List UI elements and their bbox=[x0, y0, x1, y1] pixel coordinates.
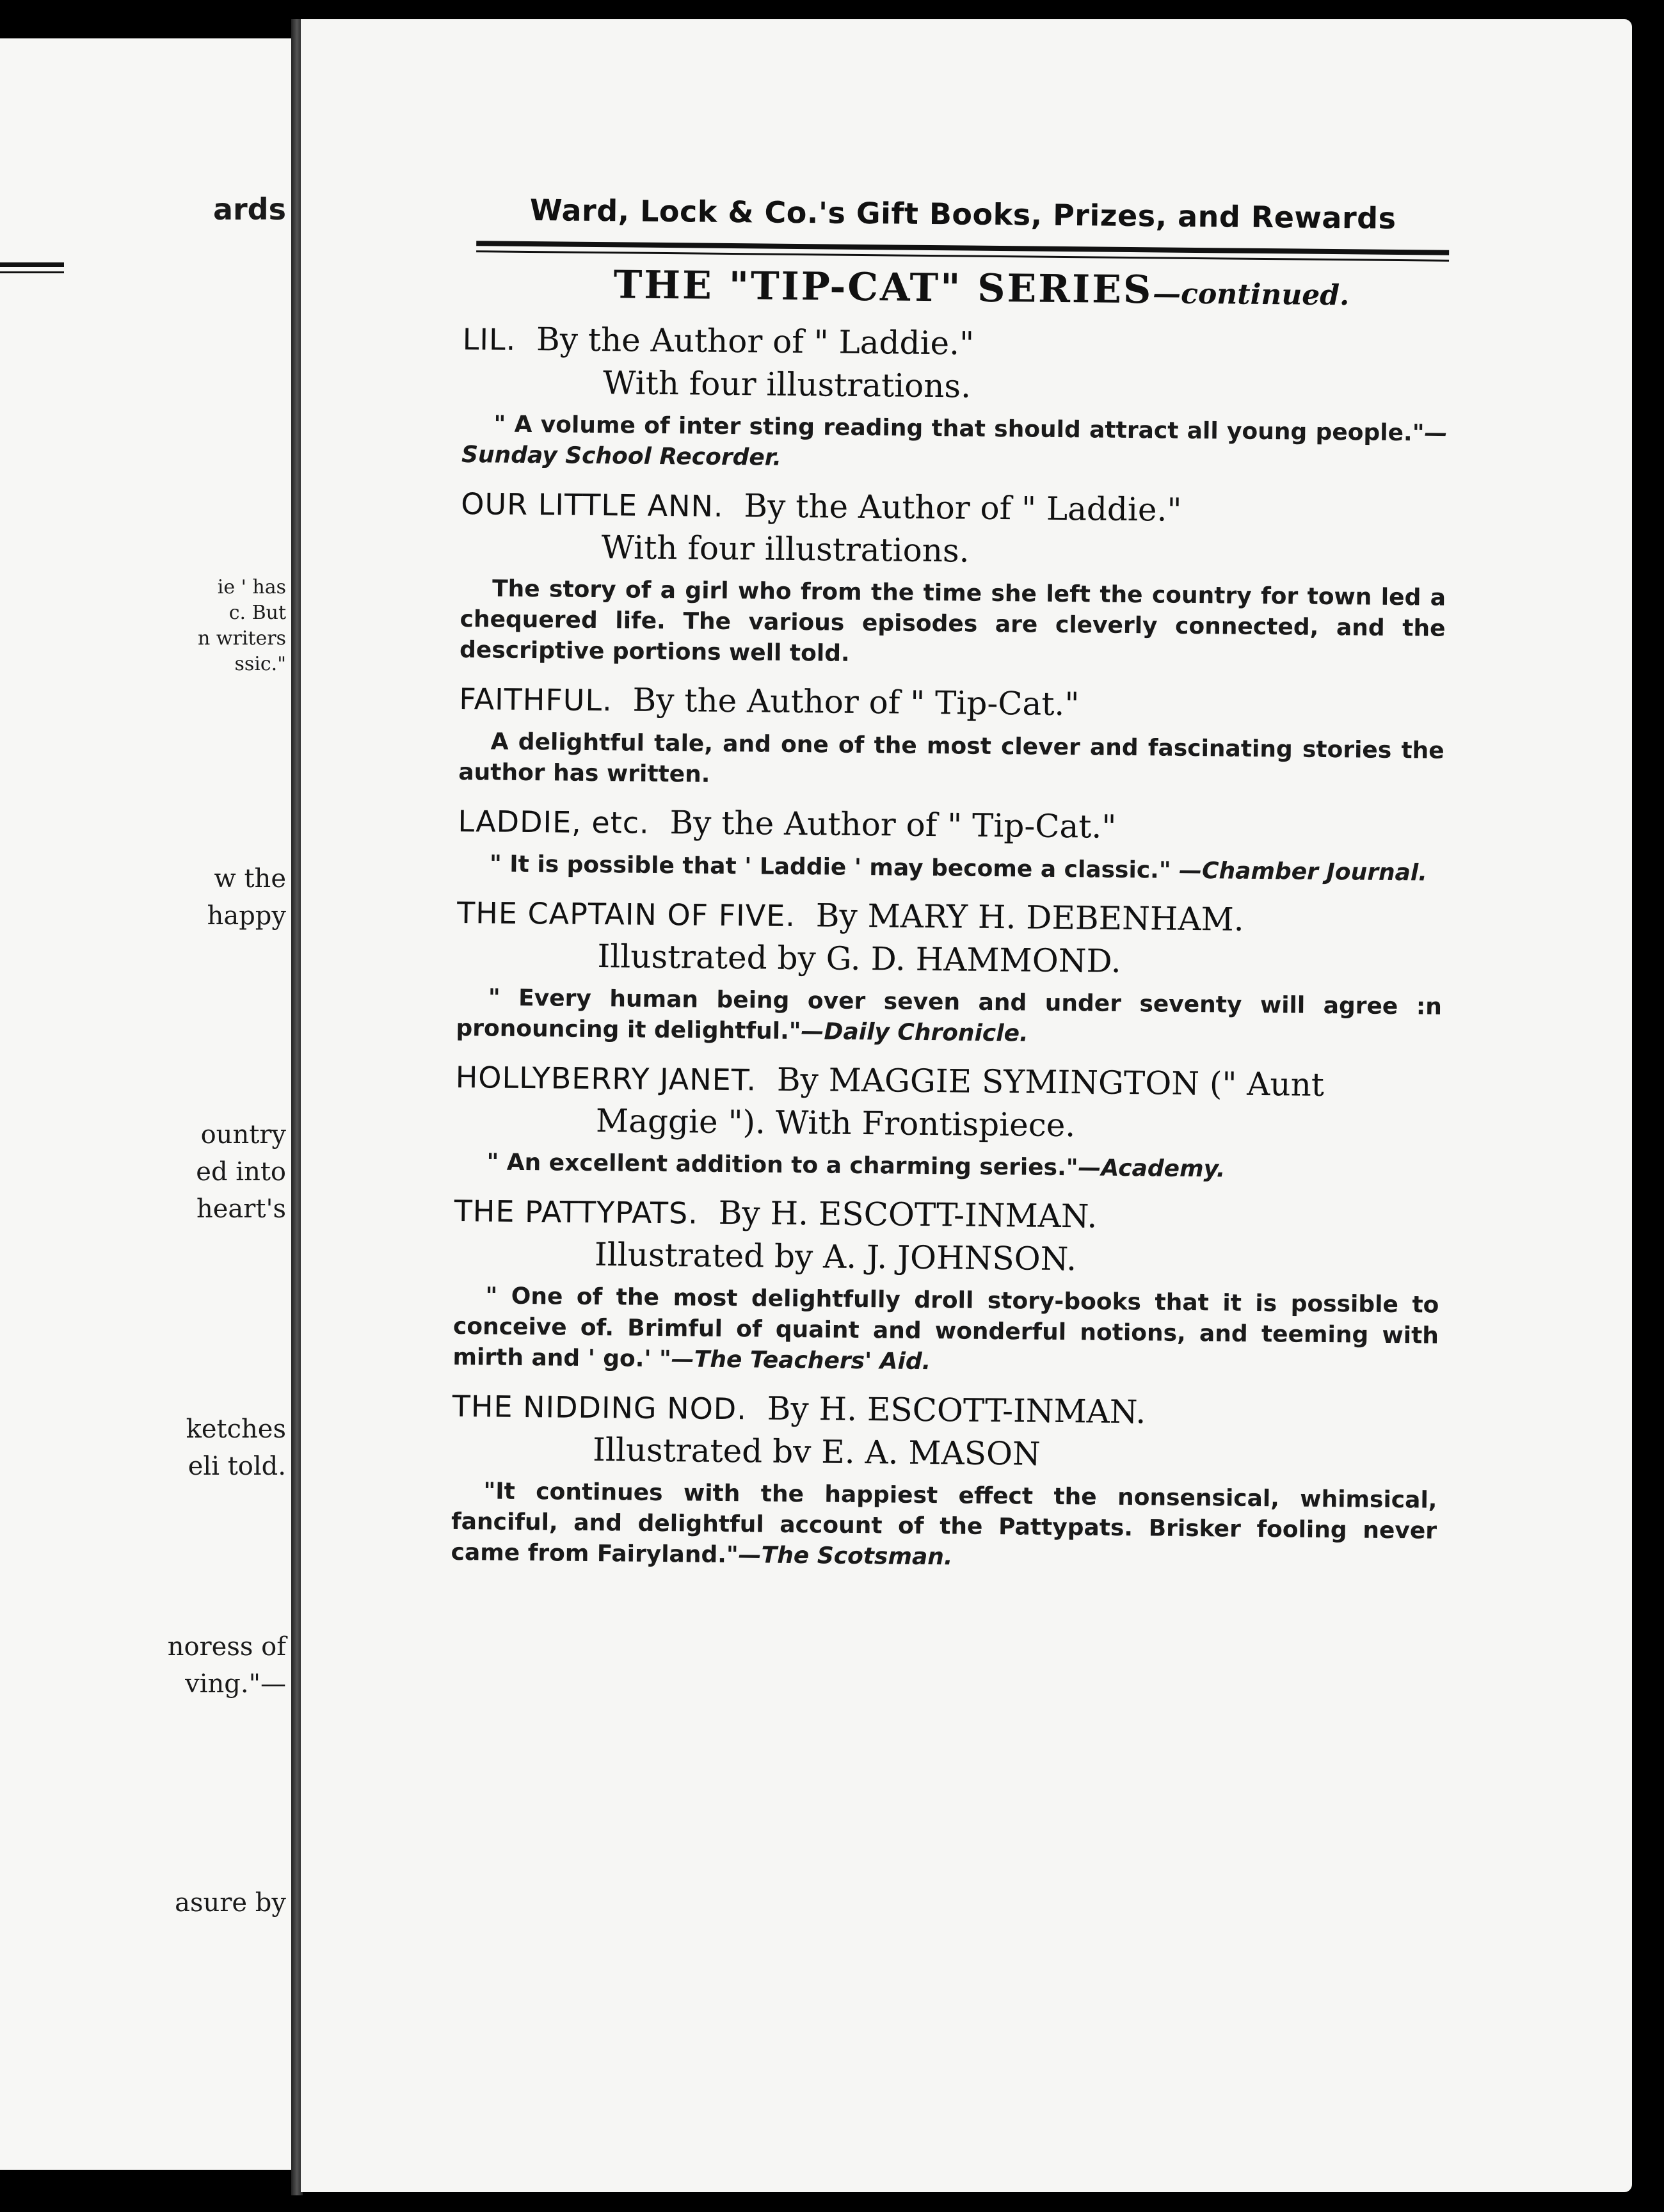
book-entries bbox=[451, 317, 1448, 1578]
review-text: " Every human being over seven and under seventy will agree :n pronouncing it delightful." bbox=[456, 984, 1443, 1045]
review-quote bbox=[456, 982, 1442, 1054]
book-entry bbox=[456, 891, 1443, 1054]
book-byline: By the Author of " Tip-Cat." bbox=[669, 804, 1117, 846]
book-entry bbox=[452, 1189, 1440, 1382]
review-source: —Daily Chronicle. bbox=[801, 1018, 1028, 1047]
left-text-fragment: eli told. bbox=[188, 1452, 286, 1481]
left-page-fragment bbox=[0, 38, 291, 2170]
entry-subline: Maggie "). With Frontispiece. bbox=[595, 1102, 1076, 1144]
left-text-fragment: ountry bbox=[200, 1120, 286, 1150]
entry-subline: With four illustrations. bbox=[601, 529, 970, 570]
left-text-fragment: ketches bbox=[186, 1415, 286, 1444]
review-text: The story of a girl who from the time she left the country for town led a chequered life. The various episodes are cleverly connected, and the descriptive portions well told. bbox=[459, 575, 1446, 667]
book-entry bbox=[451, 1384, 1438, 1578]
book-title: HOLLYBERRY JANET. bbox=[455, 1059, 757, 1098]
left-text-fragment: happy bbox=[207, 901, 286, 931]
book-title: OUR LITTLE ANN. bbox=[461, 486, 724, 524]
series-name: THE "TIP-CAT" SERIES bbox=[613, 262, 1153, 313]
review-text: " An excellent addition to a charming series." bbox=[486, 1149, 1078, 1182]
page-content bbox=[451, 192, 1450, 1578]
left-text-fragment: heart's bbox=[196, 1194, 286, 1224]
review-source: —Academy. bbox=[1078, 1155, 1226, 1183]
book-byline: By H. ESCOTT-INMAN. bbox=[767, 1390, 1146, 1431]
book-byline: By the Author of " Tip-Cat." bbox=[632, 681, 1080, 723]
book-title: THE NIDDING NOD. bbox=[452, 1388, 748, 1427]
entry-subline: With four illustrations. bbox=[602, 364, 972, 405]
entry-heading bbox=[458, 799, 1444, 852]
book-entry bbox=[458, 677, 1445, 797]
left-text-fragment: ed into bbox=[196, 1157, 286, 1187]
left-text-fragment: w the bbox=[214, 864, 286, 894]
review-source: —Chamber Journal. bbox=[1171, 857, 1428, 886]
running-head: Ward, Lock & Co.'s Gift Books, Prizes, and Rewards bbox=[529, 192, 1396, 236]
left-text-fragment: ards bbox=[212, 192, 286, 227]
left-text-fragment: c. But bbox=[228, 602, 286, 624]
book-entry bbox=[454, 1055, 1441, 1187]
book-entry bbox=[458, 799, 1444, 889]
entry-heading bbox=[459, 677, 1445, 730]
left-text-fragment: noress of bbox=[167, 1632, 286, 1662]
review-quote bbox=[451, 1476, 1437, 1578]
review-text: " It is possible that ' Laddie ' may become a classic." bbox=[489, 851, 1171, 884]
left-text-fragment: asure by bbox=[175, 1888, 286, 1918]
review-quote bbox=[454, 1147, 1440, 1187]
book-title: FAITHFUL. bbox=[459, 681, 612, 718]
book-title: THE PATTYPATS. bbox=[454, 1193, 699, 1231]
review-quote bbox=[460, 573, 1446, 675]
review-text: " One of the most delightfully droll story-books that it is possible to conceive of. Brimful of quaint and wonderful notions, and teeming with mirth and ' go.' " bbox=[452, 1283, 1439, 1373]
book-byline: By H. ESCOTT-INMAN. bbox=[718, 1194, 1098, 1235]
review-quote bbox=[452, 1281, 1439, 1382]
review-quote bbox=[458, 726, 1444, 797]
review-text: "It continues with the happiest effect the nonsensical, whimsical, fanciful, and delightful account of the Pattypats. Brisker fooling never came from Fairyland." bbox=[451, 1478, 1437, 1569]
book-title: THE CAPTAIN OF FIVE. bbox=[456, 895, 796, 934]
left-text-fragment: ving."— bbox=[185, 1669, 286, 1699]
review-text: A delightful tale, and one of the most clever and fascinating stories the author has written. bbox=[458, 728, 1444, 788]
left-header-rule bbox=[0, 262, 64, 267]
entry-subline: Illustrated bv E. A. MASON bbox=[592, 1431, 1041, 1473]
book-byline: By MAGGIE SYMINGTON (" Aunt bbox=[776, 1061, 1325, 1103]
review-quote bbox=[461, 409, 1448, 480]
book-title: LIL. bbox=[462, 321, 516, 357]
review-source: —The Scotsman. bbox=[738, 1542, 953, 1571]
book-entry bbox=[461, 317, 1448, 480]
book-byline: By the Author of " Laddie." bbox=[744, 487, 1182, 529]
entry-subline: Illustrated by G. D. HAMMOND. bbox=[597, 938, 1122, 980]
book-byline: By the Author of " Laddie." bbox=[536, 321, 975, 362]
entry-subline: Illustrated by A. J. JOHNSON. bbox=[594, 1236, 1077, 1278]
book-entry bbox=[460, 482, 1447, 675]
review-text: " A volume of inter sting reading that should attract all young people." bbox=[493, 411, 1425, 447]
book-title: LADDIE, etc. bbox=[458, 803, 650, 840]
series-continued: —continued. bbox=[1152, 277, 1350, 312]
book-byline: By MARY H. DEBENHAM. bbox=[815, 897, 1244, 938]
left-text-fragment: ie ' has bbox=[217, 576, 286, 598]
right-page bbox=[301, 19, 1632, 2192]
left-text-fragment: ssic." bbox=[234, 653, 286, 675]
series-title bbox=[514, 262, 1449, 316]
review-source: —The Teachers' Aid. bbox=[671, 1346, 931, 1375]
review-source: —Sunday School Recorder. bbox=[461, 420, 1448, 471]
review-quote bbox=[458, 849, 1443, 889]
left-text-fragment: n writers bbox=[197, 627, 286, 650]
left-header-rule-thin bbox=[0, 271, 64, 273]
